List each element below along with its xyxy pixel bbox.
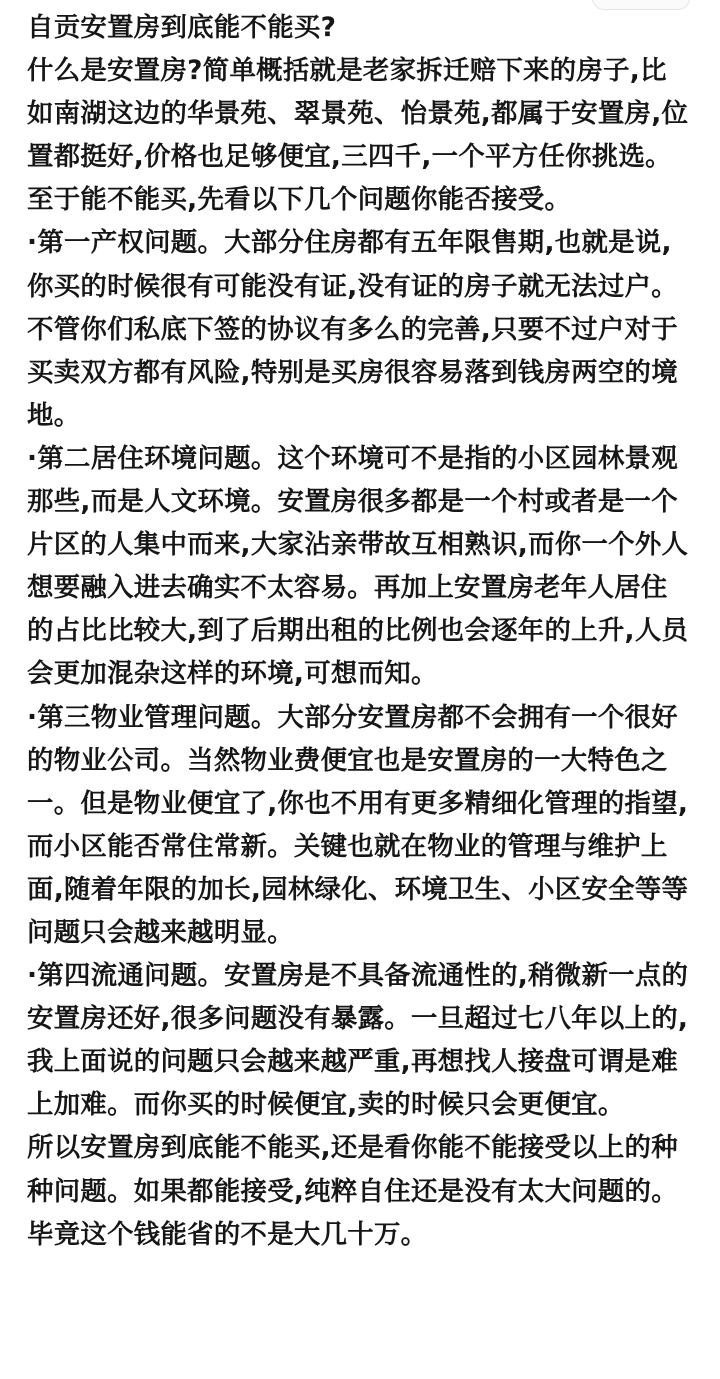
paragraph-living-environment: ·第二居住环境问题。这个环境可不是指的小区园林景观那些,而是人文环境。安置房很多都是一个村或者是一个片区的人集中而来,大家沾亲带故互相熟识,而你一个外人想要融入进去确实不太容易。再加上安置房老年人居住的占比比较大,到了后期出租的比例也会逐年的上升,人员会更加混杂这样的环境,可想而知。 [27, 442, 689, 690]
paragraph-property-rights: ·第一产权问题。大部分住房都有五年限售期,也就是说,你买的时候很有可能没有证,没有证的房子就无法过户。不管你们私底下签的协议有多么的完善,只要不过户对于买卖双方都有风险,特别是买房很容易落到钱房两空的境地。 [27, 227, 678, 431]
paragraph-property-management: ·第三物业管理问题。大部分安置房都不会拥有一个很好的物业公司。当然物业费便宜也是安置房的一大特色之一。但是物业便宜了,你也不用有更多精细化管理的指望,而小区能否常住常新。关键也就在物业的管理与维护上面,随着年限的加长,园林绿化、环境卫生、小区安全等等问题只会越来越明显。 [27, 701, 689, 948]
article-title: 自贡安置房到底能不能买? [27, 12, 337, 43]
article-body [27, 6, 689, 1256]
paragraph-conclusion: 所以安置房到底能不能买,还是看你能不能接受以上的种种问题。如果都能接受,纯粹自住还是没有太大问题的。毕竟这个钱能省的不是大几十万。 [27, 1132, 678, 1250]
paragraph-liquidity: ·第四流通问题。安置房是不具备流通性的,稍微新一点的安置房还好,很多问题没有暴露。一旦超过七八年以上的,我上面说的问题只会越来越严重,再想找人接盘可谓是难上加难。而你买的时候便宜,卖的时候只会更便宜。 [27, 960, 689, 1121]
paragraph-intro: 什么是安置房?简单概括就是老家拆迁赔下来的房子,比如南湖这边的华景苑、翠景苑、怡景苑,都属于安置房,位置都挺好,价格也足够便宜,三四千,一个平方任你挑选。至于能不能买,先看以下几个问题你能否接受。 [27, 55, 689, 216]
